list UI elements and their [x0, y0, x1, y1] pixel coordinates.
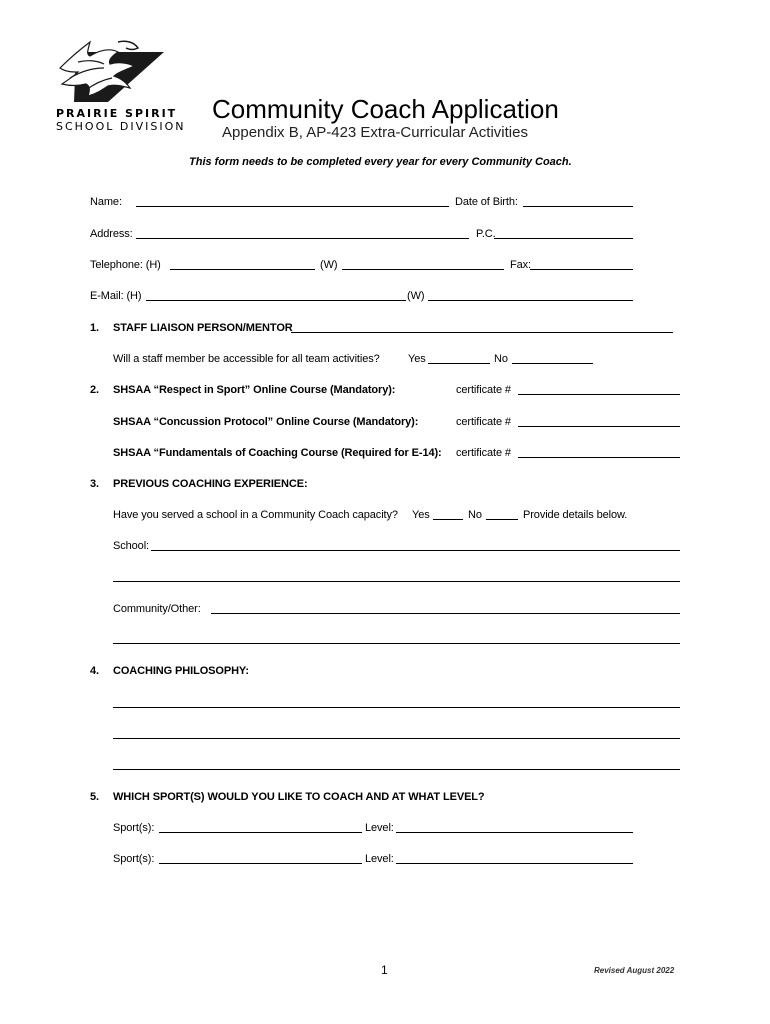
form-instruction: This form needs to be completed every year for every Community Coach. — [189, 156, 572, 168]
sport-label-1: Sport(s): — [113, 822, 155, 834]
section1-number: 1. — [90, 322, 99, 334]
community-other-field[interactable] — [211, 613, 680, 614]
dob-field[interactable] — [523, 206, 633, 207]
logo-line1: PRAIRIE SPIRIT — [56, 107, 178, 120]
section5-heading: WHICH SPORT(S) WOULD YOU LIKE TO COACH AND AT WHAT LEVEL? — [113, 791, 485, 803]
telephone-work-field[interactable] — [342, 269, 504, 270]
section3-heading: PREVIOUS COACHING EXPERIENCE: — [113, 478, 308, 490]
level-label-1: Level: — [365, 822, 394, 834]
community-coach-question: Have you served a school in a Community Coach capacity? — [113, 509, 398, 521]
staff-access-yes-label: Yes — [408, 353, 426, 365]
level-field-1[interactable] — [396, 832, 633, 833]
staff-access-yes-field[interactable] — [428, 363, 490, 364]
staff-access-no-field[interactable] — [512, 363, 593, 364]
address-label: Address: — [90, 228, 133, 240]
philosophy-line-1[interactable] — [113, 707, 680, 708]
course-respect-label: SHSAA “Respect in Sport” Online Course (Mandatory): — [113, 384, 396, 396]
certificate-label-2: certificate # — [456, 416, 511, 428]
pc-label: P.C. — [476, 228, 496, 240]
community-other-label: Community/Other: — [113, 603, 201, 615]
community-coach-yes-field[interactable] — [433, 519, 463, 520]
revised-date: Revised August 2022 — [594, 966, 675, 975]
school-field-continued[interactable] — [113, 581, 680, 582]
community-other-field-continued[interactable] — [113, 643, 680, 644]
certificate-field-2[interactable] — [518, 426, 680, 427]
eagle-icon — [56, 38, 168, 102]
page-number: 1 — [381, 963, 388, 977]
certificate-label-1: certificate # — [456, 384, 511, 396]
level-label-2: Level: — [365, 853, 394, 865]
address-field[interactable] — [136, 238, 469, 239]
page-subtitle: Appendix B, AP-423 Extra-Curricular Activities — [222, 124, 528, 141]
logo-line2: SCHOOL DIVISION — [56, 120, 186, 133]
fax-label: Fax: — [510, 259, 531, 271]
community-coach-no-label: No — [468, 509, 482, 521]
level-field-2[interactable] — [396, 863, 633, 864]
community-coach-yes-label: Yes — [412, 509, 430, 521]
page-title: Community Coach Application — [212, 94, 559, 124]
section5-number: 5. — [90, 791, 99, 803]
sport-label-2: Sport(s): — [113, 853, 155, 865]
course-concussion-label: SHSAA “Concussion Protocol” Online Course (Mandatory): — [113, 416, 419, 428]
pc-field[interactable] — [494, 238, 633, 239]
section1-heading: STAFF LIAISON PERSON/MENTOR — [113, 322, 293, 334]
certificate-label-3: certificate # — [456, 447, 511, 459]
section3-number: 3. — [90, 478, 99, 490]
email-home-field[interactable] — [146, 300, 406, 301]
course-fundamentals-label: SHSAA “Fundamentals of Coaching Course (Required for E-14): — [113, 447, 442, 459]
telephone-home-field[interactable] — [170, 269, 315, 270]
community-coach-no-field[interactable] — [486, 519, 518, 520]
section2-number: 2. — [90, 384, 99, 396]
name-label: Name: — [90, 196, 122, 208]
philosophy-line-2[interactable] — [113, 738, 680, 739]
certificate-field-3[interactable] — [518, 457, 680, 458]
name-field[interactable] — [136, 206, 449, 207]
sport-field-1[interactable] — [159, 832, 362, 833]
email-work-field[interactable] — [428, 300, 633, 301]
dob-label: Date of Birth: — [455, 196, 518, 208]
school-label: School: — [113, 540, 149, 552]
school-field[interactable] — [151, 550, 680, 551]
telephone-work-label: (W) — [320, 259, 338, 271]
telephone-home-label: Telephone: (H) — [90, 259, 161, 271]
fax-field[interactable] — [530, 269, 633, 270]
section4-number: 4. — [90, 665, 99, 677]
email-work-label: (W) — [407, 290, 425, 302]
section4-heading: COACHING PHILOSOPHY: — [113, 665, 249, 677]
staff-access-no-label: No — [494, 353, 508, 365]
staff-liaison-field[interactable] — [291, 332, 673, 333]
sport-field-2[interactable] — [159, 863, 362, 864]
philosophy-line-3[interactable] — [113, 769, 680, 770]
email-home-label: E-Mail: (H) — [90, 290, 142, 302]
certificate-field-1[interactable] — [518, 394, 680, 395]
provide-details-text: Provide details below. — [523, 509, 628, 521]
staff-access-question: Will a staff member be accessible for all team activities? — [113, 353, 380, 365]
